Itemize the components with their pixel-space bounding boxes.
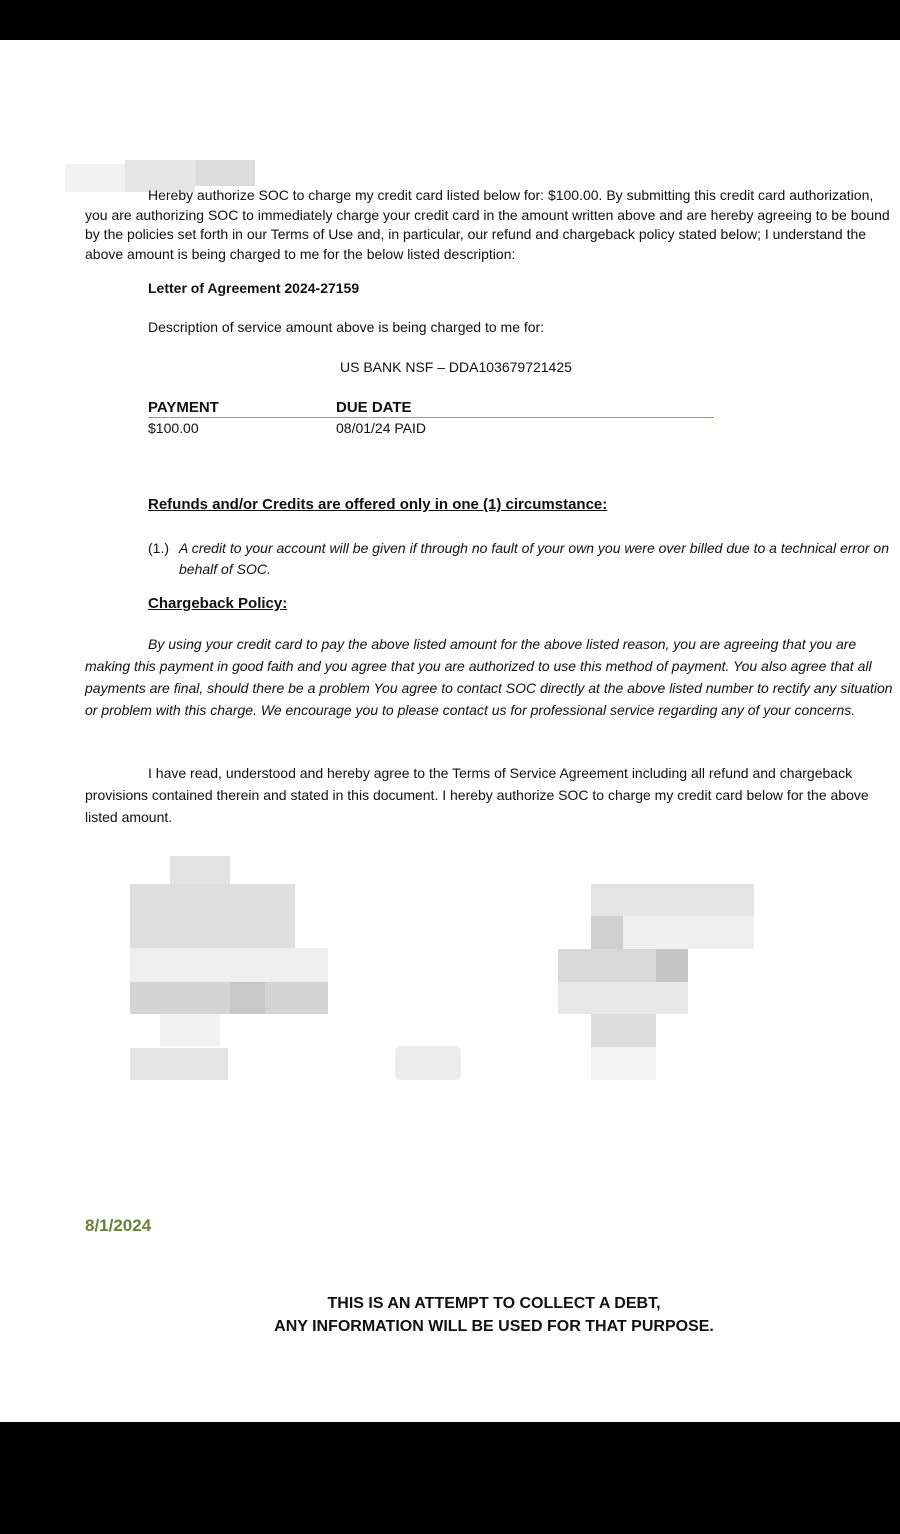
header-due-date: DUE DATE (336, 399, 412, 416)
description-label: Description of service amount above is being charged to me for: (148, 319, 545, 335)
table-header-row (148, 399, 714, 418)
authorization-paragraph: Hereby authorize SOC to charge my credit card listed below for: $100.00. By submitting this credit card authorization, you are authorizing SOC to immediately charge your credit card in the amount written above and are hereby agreeing to be bound by the policies set forth in our Terms of Use and, in particular, our refund and chargeback policy stated below; I understand the above amount is being charged to me for the below listed description: (85, 187, 890, 262)
due-date-value: 08/01/24 PAID (336, 420, 427, 436)
notice-line-2: ANY INFORMATION WILL BE USED FOR THAT PURPOSE. (274, 1318, 714, 1335)
refund-list-item (148, 538, 900, 580)
header-payment: PAYMENT (148, 399, 219, 416)
document-date: 8/1/2024 (85, 1216, 152, 1235)
chargeback-heading: Chargeback Policy: (148, 595, 288, 612)
description-value: US BANK NSF – DDA103679721425 (340, 359, 572, 375)
acknowledgement-paragraph: I have read, understood and hereby agree to the Terms of Service Agreement including all refund and chargeback provisions contained therein and stated in this document. I hereby authorize SOC to charge my credit card below for the above listed amount. (85, 765, 869, 825)
refund-item-number: (1.) (148, 540, 169, 556)
redacted-small-mark (395, 1040, 461, 1080)
bottom-black-bar (0, 1422, 900, 1534)
top-black-bar (0, 0, 900, 40)
refund-item-text: A credit to your account will be given if through no fault of your own you were over billed due to a technical error on behalf of SOC. (179, 540, 889, 577)
payment-amount: $100.00 (148, 420, 199, 436)
redacted-cardholder-info (130, 856, 330, 1081)
table-row (148, 418, 714, 438)
agreement-title: Letter of Agreement 2024-27159 (148, 280, 360, 296)
refunds-heading: Refunds and/or Credits are offered only in one (1) circumstance: (148, 496, 608, 513)
redacted-signature (558, 884, 756, 1080)
chargeback-paragraph: By using your credit card to pay the above listed amount for the above listed reason, you are agreeing that you are making this payment in good faith and you agree that you are authorized to use this method of payment. You also agree that all payments are final, should there be a problem You agree to contact SOC directly at the above listed number to rectify any situation or problem with this charge. We encourage you to please contact us for professional service regarding any of your concerns. (85, 636, 893, 718)
notice-line-1: THIS IS AN ATTEMPT TO COLLECT A DEBT, (327, 1295, 661, 1312)
payment-table (148, 399, 714, 438)
debt-collection-notice (0, 1292, 900, 1338)
